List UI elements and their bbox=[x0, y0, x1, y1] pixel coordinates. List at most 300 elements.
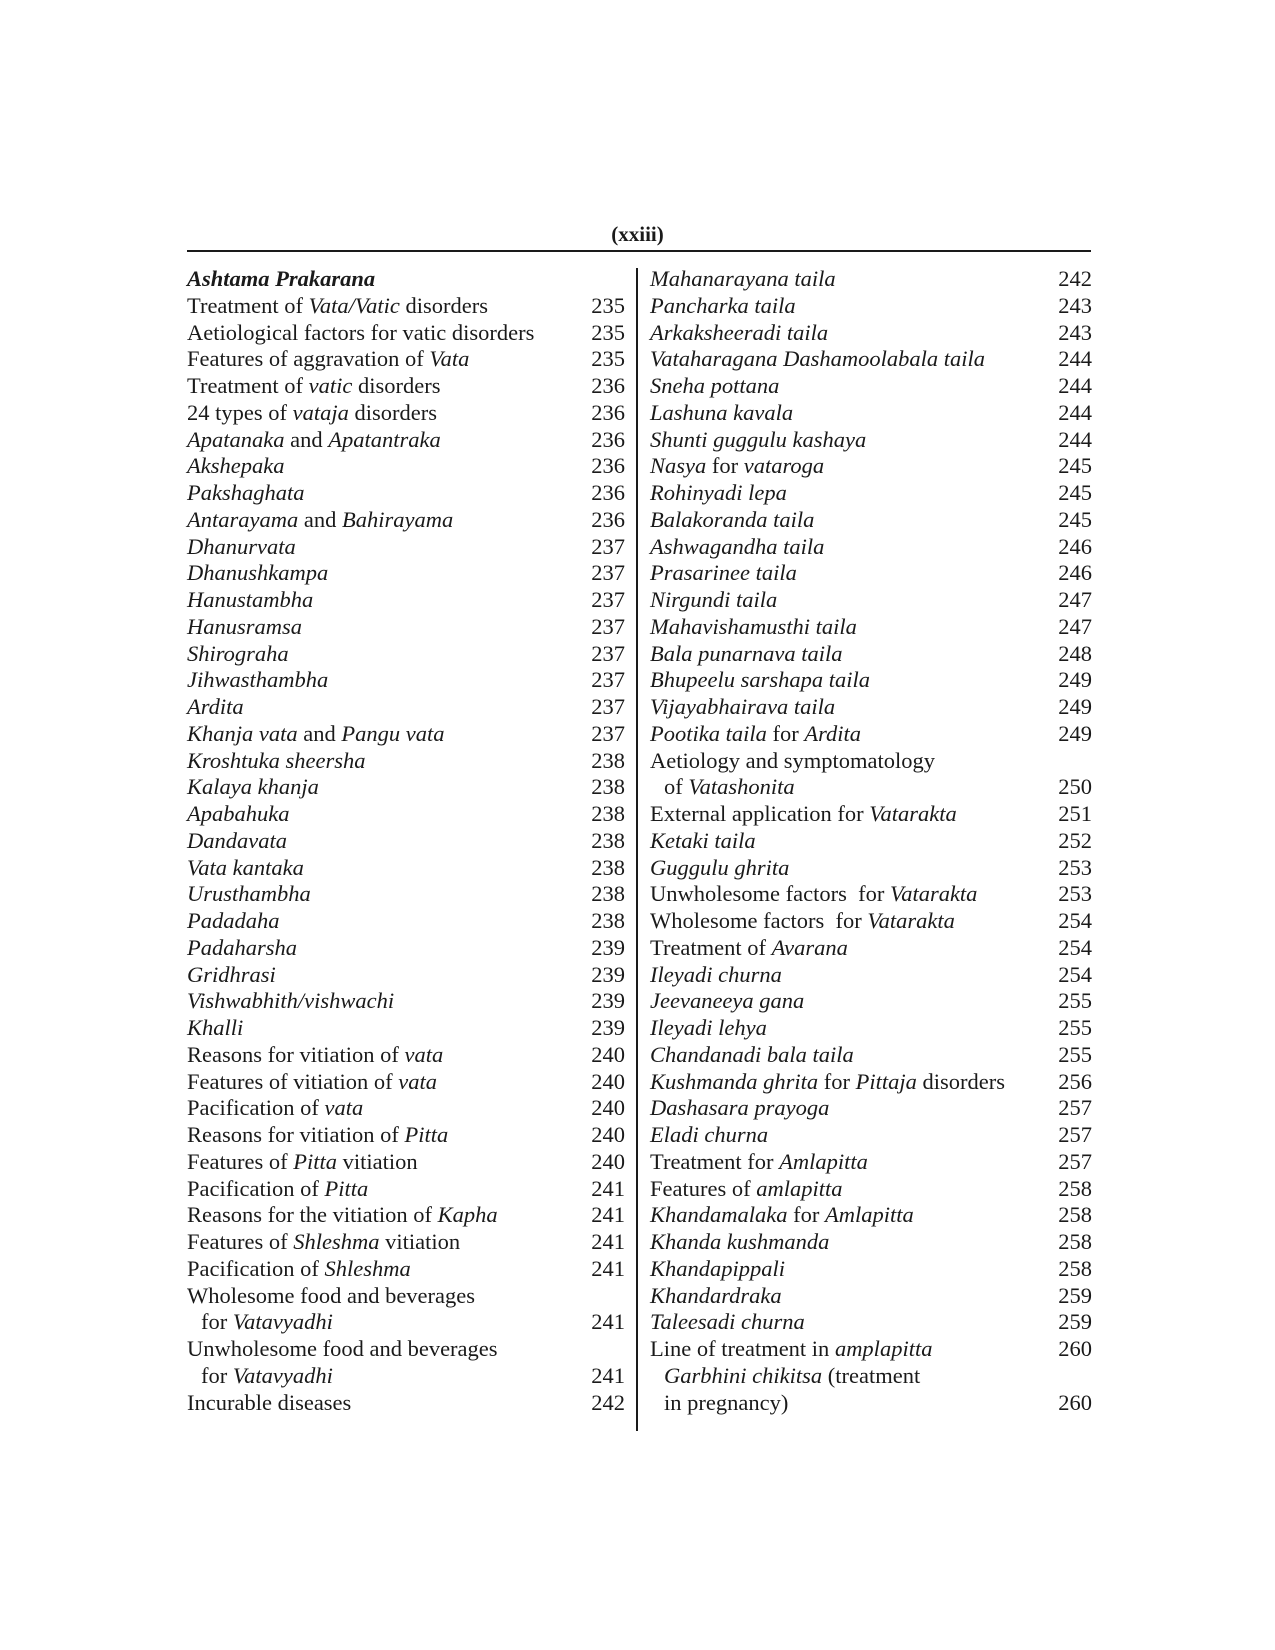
toc-entry bbox=[650, 266, 1092, 293]
toc-entry-text: Jihwasthambha bbox=[187, 667, 329, 693]
toc-entry bbox=[187, 962, 625, 989]
toc-entry-title bbox=[650, 1095, 829, 1122]
toc-entry-text: Mahanarayana taila bbox=[650, 266, 836, 291]
toc-entry-page: 238 bbox=[591, 827, 625, 853]
toc-entry bbox=[650, 1176, 1092, 1203]
toc-entry-title bbox=[187, 1309, 333, 1336]
toc-entry-title bbox=[650, 266, 836, 293]
toc-entry-text: Pancharka taila bbox=[650, 292, 796, 318]
toc-entry bbox=[650, 935, 1092, 962]
toc-entry-page: 240 bbox=[591, 1068, 625, 1094]
toc-entry-page: 239 bbox=[591, 961, 625, 987]
toc-entry-text: Dandavata bbox=[187, 827, 287, 853]
toc-entry-page: 236 bbox=[591, 399, 625, 425]
toc-entry bbox=[650, 1122, 1092, 1149]
toc-entry-text: Bala punarnava taila bbox=[650, 640, 843, 666]
toc-entry-text: disorders bbox=[916, 1068, 1006, 1094]
toc-entry bbox=[187, 1122, 625, 1149]
toc-entry bbox=[650, 1095, 1092, 1122]
toc-entry-page: 255 bbox=[1058, 1015, 1092, 1040]
toc-entry-text: Avarana bbox=[771, 934, 848, 960]
toc-entry-title bbox=[187, 560, 328, 587]
toc-entry-text: Reasons for the vitiation of bbox=[187, 1202, 438, 1228]
toc-entry-text: Rohinyadi lepa bbox=[650, 480, 787, 505]
toc-entry-page: 260 bbox=[1058, 1336, 1092, 1361]
toc-entry-text: Features of vitiation of bbox=[187, 1068, 399, 1094]
toc-entry-text: Pittaja bbox=[855, 1068, 917, 1094]
toc-entry-title bbox=[187, 935, 297, 962]
toc-entry-text: Dhanushkampa bbox=[187, 560, 329, 586]
toc-entry bbox=[650, 587, 1092, 614]
toc-entry-title bbox=[650, 1069, 1005, 1096]
toc-entry bbox=[650, 1363, 1092, 1390]
toc-entry-text: Pakshaghata bbox=[187, 480, 305, 505]
toc-entry-text: Padaharsha bbox=[187, 934, 298, 960]
toc-entry-page: 241 bbox=[591, 1202, 625, 1228]
toc-entry-text: Vatashonita bbox=[688, 774, 795, 800]
toc-entry-title bbox=[650, 667, 870, 694]
toc-entry-title bbox=[187, 346, 469, 373]
toc-entry-title bbox=[650, 1390, 788, 1417]
toc-entry-page: 235 bbox=[591, 319, 625, 345]
toc-entry-text: 24 types of bbox=[187, 399, 293, 425]
toc-entry-text: Ileyadi churna bbox=[650, 961, 782, 987]
toc-entry-text: Treatment of bbox=[187, 373, 309, 398]
toc-entry-title bbox=[650, 453, 824, 480]
toc-entry-page: 258 bbox=[1058, 1229, 1092, 1254]
toc-entry-page: 238 bbox=[591, 854, 625, 880]
toc-entry-page: 236 bbox=[591, 426, 625, 452]
toc-entry-page: 255 bbox=[1058, 1041, 1092, 1067]
toc-entry bbox=[650, 1283, 1092, 1310]
toc-entry bbox=[187, 1283, 625, 1310]
toc-entry-text: Features of bbox=[187, 1148, 294, 1174]
toc-entry bbox=[650, 1309, 1092, 1336]
toc-entry-title bbox=[650, 641, 843, 668]
toc-entry-page: 235 bbox=[591, 292, 625, 318]
toc-entry bbox=[650, 1069, 1092, 1096]
toc-entry bbox=[187, 774, 625, 801]
toc-entry bbox=[650, 507, 1092, 534]
toc-entry-text: Akshepaka bbox=[187, 453, 285, 479]
toc-entry-text: vata bbox=[398, 1068, 437, 1094]
toc-entry-page: 244 bbox=[1058, 426, 1092, 452]
toc-entry-title bbox=[650, 908, 955, 935]
toc-entry-text: Shirograha bbox=[187, 640, 289, 666]
toc-entry-title bbox=[187, 667, 328, 694]
toc-entry-text: Ileyadi lehya bbox=[650, 1015, 767, 1040]
toc-entry bbox=[187, 855, 625, 882]
toc-entry-title bbox=[187, 1149, 418, 1176]
toc-entry-title bbox=[650, 694, 835, 721]
toc-entry-text: Pacification of bbox=[187, 1255, 325, 1281]
toc-entry-text: Ashwagandha taila bbox=[650, 533, 825, 559]
toc-entry-text: Bahirayama bbox=[342, 506, 454, 532]
toc-entry bbox=[187, 587, 625, 614]
toc-entry-text: Lashuna kavala bbox=[650, 399, 794, 425]
toc-entry-text: Khandardraka bbox=[650, 1282, 782, 1308]
toc-entry-title bbox=[187, 694, 244, 721]
toc-entry bbox=[187, 614, 625, 641]
toc-entry-title bbox=[650, 614, 857, 641]
toc-entry-page: 241 bbox=[591, 1362, 625, 1388]
toc-entry-title bbox=[187, 587, 313, 614]
toc-entry-title bbox=[650, 1336, 932, 1363]
toc-entry-text: for bbox=[201, 1309, 233, 1335]
toc-entry-title bbox=[187, 427, 441, 454]
toc-entry bbox=[187, 1202, 625, 1229]
toc-entry-text: Jeevaneeya gana bbox=[650, 988, 805, 1014]
toc-entry-text: Chandanadi bala taila bbox=[650, 1041, 854, 1067]
toc-entry-text: Vatarakta bbox=[889, 881, 978, 907]
toc-entry-title bbox=[187, 1229, 460, 1256]
toc-entry bbox=[187, 1042, 625, 1069]
toc-entry-title bbox=[187, 453, 284, 480]
toc-entry-page: 237 bbox=[591, 533, 625, 559]
toc-entry-text: Incurable diseases bbox=[187, 1389, 352, 1415]
toc-entry-text: of bbox=[664, 774, 689, 800]
toc-entry-text: Mahavishamusthi taila bbox=[650, 613, 857, 639]
toc-entry-title bbox=[650, 1176, 842, 1203]
toc-entry-page: 255 bbox=[1058, 988, 1092, 1014]
toc-entry-text: Pitta bbox=[324, 1175, 369, 1201]
toc-entry-title bbox=[650, 1363, 920, 1390]
toc-entry-text: Vata bbox=[429, 346, 470, 372]
toc-entry-title bbox=[187, 1202, 498, 1229]
toc-entry-page: 238 bbox=[591, 908, 625, 933]
toc-entry-text: Apabahuka bbox=[187, 801, 290, 826]
toc-entry-title bbox=[187, 881, 311, 908]
toc-entry-title bbox=[187, 1283, 475, 1310]
toc-entry-page: 258 bbox=[1058, 1255, 1092, 1281]
toc-entry-title bbox=[650, 1202, 914, 1229]
toc-entry-text: Urusthambha bbox=[187, 881, 311, 907]
toc-entry-title bbox=[187, 774, 319, 801]
toc-entry-text: Reasons for vitiation of bbox=[187, 1041, 405, 1067]
toc-entry-page: 240 bbox=[591, 1041, 625, 1067]
toc-entry-text: Shleshma bbox=[293, 1229, 380, 1254]
toc-entry-title bbox=[650, 400, 793, 427]
toc-entry-text: Vataharagana Dashamoolabala taila bbox=[650, 346, 986, 372]
toc-entry bbox=[650, 641, 1092, 668]
toc-entry-text: Treatment of bbox=[187, 292, 309, 318]
toc-entry-text: Kroshtuka sheersha bbox=[187, 747, 366, 773]
toc-entry-title bbox=[187, 748, 366, 775]
toc-entry-text: vitiation bbox=[379, 1229, 461, 1254]
toc-entry bbox=[650, 694, 1092, 721]
toc-entry-text: Treatment for bbox=[650, 1148, 780, 1174]
toc-entry-page: 254 bbox=[1058, 908, 1092, 933]
toc-entry-text: Vata kantaka bbox=[187, 854, 304, 880]
toc-entry-text: Khanda kushmanda bbox=[650, 1229, 830, 1254]
toc-entry-title bbox=[187, 1042, 443, 1069]
toc-entry-text: Vatavyadhi bbox=[232, 1309, 333, 1335]
toc-entry bbox=[650, 1229, 1092, 1256]
toc-entry bbox=[650, 293, 1092, 320]
toc-entry bbox=[650, 373, 1092, 400]
toc-entry-text: Pacification of bbox=[187, 1095, 325, 1121]
toc-entry bbox=[650, 667, 1092, 694]
toc-entry bbox=[187, 1336, 625, 1363]
toc-entry bbox=[187, 427, 625, 454]
toc-entry-page: 242 bbox=[1058, 266, 1092, 291]
toc-entry-title bbox=[650, 1256, 785, 1283]
toc-entry bbox=[650, 1256, 1092, 1283]
toc-entry-text: Taleesadi churna bbox=[650, 1309, 805, 1335]
toc-entry-text: Vatarakta bbox=[867, 908, 955, 933]
toc-entry-title bbox=[650, 1309, 805, 1336]
toc-entry-text: vitiation bbox=[336, 1148, 418, 1174]
toc-entry-title bbox=[187, 1390, 351, 1417]
toc-entry bbox=[187, 1309, 625, 1336]
toc-entry-text: vataroga bbox=[743, 453, 825, 479]
toc-entry-text: Khandapippali bbox=[650, 1255, 786, 1281]
toc-entry-title bbox=[187, 266, 375, 293]
toc-entry-text: Guggulu ghrita bbox=[650, 854, 790, 880]
toc-entry-title bbox=[187, 1069, 437, 1096]
toc-entry-text: Ardita bbox=[804, 720, 862, 746]
toc-entry bbox=[187, 1256, 625, 1283]
toc-entry-title bbox=[650, 748, 935, 775]
toc-entry-title bbox=[650, 346, 985, 373]
toc-entry-text: Ardita bbox=[187, 694, 244, 719]
toc-entry-text: Pitta bbox=[293, 1148, 337, 1174]
toc-entry-page: 241 bbox=[591, 1229, 625, 1254]
toc-entry-text: Apatantraka bbox=[328, 426, 441, 452]
toc-entry-text: for bbox=[201, 1362, 233, 1388]
toc-entry-text: Gridhrasi bbox=[187, 961, 276, 987]
toc-entry bbox=[650, 881, 1092, 908]
toc-entry-page: 241 bbox=[591, 1175, 625, 1201]
toc-entry bbox=[187, 1176, 625, 1203]
toc-entry-text: for bbox=[766, 720, 805, 746]
toc-entry-text: Padadaha bbox=[187, 908, 280, 933]
toc-entry-text: Hanustambha bbox=[187, 587, 314, 612]
toc-entry-title bbox=[650, 293, 796, 320]
toc-entry bbox=[650, 560, 1092, 587]
toc-entry-title bbox=[650, 587, 777, 614]
toc-entry bbox=[650, 962, 1092, 989]
toc-entry-page: 254 bbox=[1058, 961, 1092, 987]
toc-entry-page: 243 bbox=[1058, 292, 1092, 318]
toc-entry-title bbox=[187, 855, 304, 882]
toc-entry-text: Arkaksheeradi taila bbox=[650, 319, 829, 345]
toc-entry-page: 238 bbox=[591, 881, 625, 907]
toc-entry bbox=[650, 1015, 1092, 1042]
toc-entry bbox=[187, 373, 625, 400]
toc-entry-title bbox=[187, 721, 444, 748]
toc-entry-page: 252 bbox=[1058, 827, 1092, 853]
toc-entry-page: 240 bbox=[591, 1095, 625, 1121]
toc-entry-text: Garbhini chikitsa bbox=[664, 1362, 823, 1388]
toc-entry-page: 244 bbox=[1058, 373, 1092, 398]
toc-entry-page: 260 bbox=[1058, 1389, 1092, 1415]
toc-entry-page: 257 bbox=[1058, 1122, 1092, 1147]
toc-entry bbox=[650, 855, 1092, 882]
toc-entry-title bbox=[650, 1283, 782, 1310]
toc-entry-text: Pangu vata bbox=[341, 720, 445, 746]
toc-entry-page: 238 bbox=[591, 801, 625, 826]
toc-entry-title bbox=[650, 721, 861, 748]
toc-entry-text: Features of bbox=[650, 1175, 757, 1201]
toc-entry bbox=[650, 453, 1092, 480]
toc-entry bbox=[187, 293, 625, 320]
toc-entry bbox=[187, 453, 625, 480]
toc-entry bbox=[650, 614, 1092, 641]
toc-entry-text: Nirgundi taila bbox=[650, 587, 778, 612]
toc-entry bbox=[187, 1095, 625, 1122]
toc-entry bbox=[650, 1336, 1092, 1363]
toc-entry-title bbox=[650, 320, 828, 347]
toc-entry-title bbox=[650, 427, 866, 454]
toc-entry-title bbox=[650, 988, 804, 1015]
toc-entry-text: Vatavyadhi bbox=[232, 1362, 333, 1388]
toc-entry-title bbox=[187, 641, 289, 668]
toc-entry-text: Aetiology and symptomatology bbox=[650, 747, 935, 773]
toc-entry-text: Amlapitta bbox=[825, 1202, 914, 1228]
toc-entry bbox=[187, 1390, 625, 1417]
toc-entry-text: Features of bbox=[187, 1229, 294, 1254]
toc-entry-title bbox=[187, 801, 289, 828]
toc-entry-page: 243 bbox=[1058, 319, 1092, 345]
toc-entry bbox=[650, 427, 1092, 454]
toc-entry-page: 246 bbox=[1058, 533, 1092, 559]
toc-entry-page: 249 bbox=[1058, 694, 1092, 719]
toc-entry-page: 238 bbox=[591, 747, 625, 773]
toc-entry-text: (treatment bbox=[822, 1362, 921, 1388]
toc-entry-text: disorders bbox=[348, 399, 437, 425]
toc-entry-page: 236 bbox=[591, 453, 625, 479]
toc-entry-text: Ketaki taila bbox=[650, 827, 756, 853]
toc-entry-text: Nasya bbox=[650, 453, 707, 479]
toc-entry-text: Wholesome food and beverages bbox=[187, 1282, 476, 1308]
toc-entry bbox=[187, 1363, 625, 1390]
toc-entry bbox=[187, 320, 625, 347]
toc-entry bbox=[187, 1015, 625, 1042]
toc-entry-title bbox=[187, 908, 280, 935]
toc-entry-text: and bbox=[297, 720, 342, 746]
toc-entry bbox=[187, 881, 625, 908]
toc-entry-title bbox=[650, 1122, 768, 1149]
toc-entry-title bbox=[187, 480, 305, 507]
toc-entry bbox=[650, 721, 1092, 748]
toc-entry-text: disorders bbox=[399, 292, 489, 318]
toc-entry-title bbox=[187, 988, 394, 1015]
toc-entry-title bbox=[187, 1015, 243, 1042]
toc-entry-text: Bhupeelu sarshapa taila bbox=[650, 667, 870, 693]
toc-entry bbox=[650, 480, 1092, 507]
toc-entry bbox=[187, 988, 625, 1015]
toc-entry-page: 241 bbox=[591, 1309, 625, 1335]
toc-entry-text: in pregnancy) bbox=[664, 1389, 789, 1415]
toc-right-column bbox=[650, 266, 1092, 1416]
toc-entry-page: 237 bbox=[591, 587, 625, 612]
toc-entry-text: amplapitta bbox=[834, 1336, 933, 1361]
toc-entry-text: Antarayama bbox=[187, 506, 299, 532]
toc-entry-text: vatic bbox=[308, 373, 353, 398]
toc-entry-page: 257 bbox=[1058, 1095, 1092, 1121]
toc-entry-text: vata bbox=[324, 1095, 364, 1121]
toc-entry-text: vataja bbox=[292, 399, 349, 425]
toc-entry-title bbox=[187, 293, 488, 320]
toc-entry-title bbox=[187, 1363, 333, 1390]
toc-entry-page: 237 bbox=[591, 613, 625, 639]
toc-entry-text: Hanusramsa bbox=[187, 613, 303, 639]
toc-entry-page: 254 bbox=[1058, 934, 1092, 960]
toc-entry-title bbox=[187, 828, 287, 855]
toc-entry-title bbox=[650, 935, 848, 962]
page-number: (xxiii) bbox=[611, 222, 664, 246]
toc-entry bbox=[650, 1202, 1092, 1229]
toc-entry-page: 246 bbox=[1058, 560, 1092, 586]
toc-entry-page: 258 bbox=[1058, 1175, 1092, 1201]
toc-entry-title bbox=[187, 507, 453, 534]
toc-entry bbox=[187, 1149, 625, 1176]
section-heading bbox=[187, 266, 625, 293]
toc-entry-text: Pitta bbox=[404, 1122, 449, 1147]
toc-entry-page: 239 bbox=[591, 934, 625, 960]
toc-entry-text: for bbox=[706, 453, 744, 479]
toc-entry-text: and bbox=[284, 426, 329, 452]
toc-entry bbox=[650, 828, 1092, 855]
toc-entry-text: Amlapitta bbox=[779, 1148, 868, 1174]
toc-entry-text: Pootika taila bbox=[650, 720, 767, 746]
toc-entry-page: 253 bbox=[1058, 881, 1092, 907]
toc-entry-page: 257 bbox=[1058, 1148, 1092, 1174]
toc-entry-title bbox=[187, 614, 302, 641]
toc-entry-page: 256 bbox=[1058, 1068, 1092, 1094]
toc-entry-text: Khanja vata bbox=[187, 720, 298, 746]
toc-entry-title bbox=[650, 1042, 854, 1069]
toc-entry bbox=[187, 534, 625, 561]
toc-entry-title bbox=[650, 373, 779, 400]
toc-entry-text: Ashtama Prakarana bbox=[187, 266, 376, 291]
toc-entry bbox=[650, 1149, 1092, 1176]
toc-entry-title bbox=[187, 1122, 448, 1149]
toc-entry-page: 236 bbox=[591, 506, 625, 532]
toc-entry-text: Dhanurvata bbox=[187, 533, 296, 559]
toc-entry-page: 239 bbox=[591, 988, 625, 1014]
toc-entry bbox=[187, 400, 625, 427]
toc-entry bbox=[187, 908, 625, 935]
toc-entry-page: 249 bbox=[1058, 720, 1092, 746]
toc-entry-page: 244 bbox=[1058, 346, 1092, 372]
toc-entry-page: 245 bbox=[1058, 480, 1092, 505]
toc-entry-text: Unwholesome food and beverages bbox=[187, 1336, 498, 1361]
toc-entry-text: Wholesome factors for bbox=[650, 908, 868, 933]
toc-entry bbox=[650, 1042, 1092, 1069]
toc-entry-text: Balakoranda taila bbox=[650, 506, 815, 532]
toc-entry-title bbox=[187, 320, 534, 347]
toc-entry-title bbox=[187, 1256, 411, 1283]
toc-entry-text: vata bbox=[404, 1041, 444, 1067]
toc-entry-text: Apatanaka bbox=[187, 426, 285, 452]
toc-entry-title bbox=[187, 534, 296, 561]
toc-entry-title bbox=[650, 855, 789, 882]
toc-entry bbox=[187, 694, 625, 721]
toc-entry-text: Shunti guggulu kashaya bbox=[650, 426, 867, 452]
toc-entry-page: 245 bbox=[1058, 506, 1092, 532]
toc-entry-page: 247 bbox=[1058, 587, 1092, 612]
toc-entry-page: 237 bbox=[591, 640, 625, 666]
toc-entry-text: Vatarakta bbox=[869, 801, 957, 826]
toc-entry-text: amlapitta bbox=[756, 1175, 843, 1201]
toc-entry bbox=[650, 534, 1092, 561]
toc-entry bbox=[187, 641, 625, 668]
toc-entry-title bbox=[187, 373, 441, 400]
toc-entry bbox=[187, 1069, 625, 1096]
toc-entry-text: Sneha pottana bbox=[650, 373, 780, 398]
